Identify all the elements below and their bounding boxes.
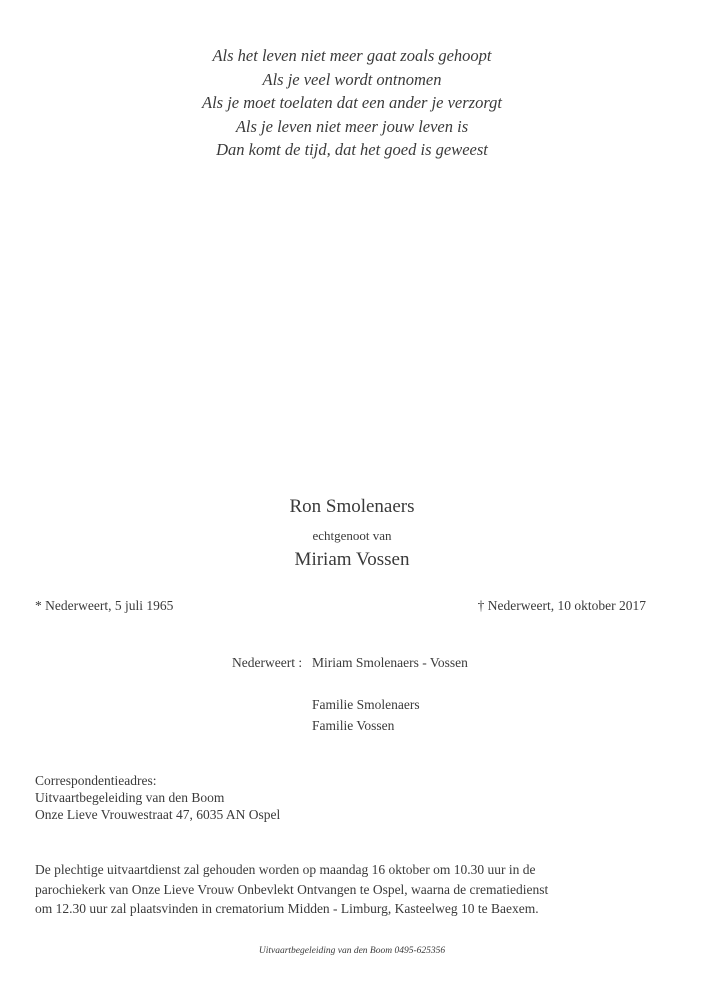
spouse-name: Miriam Vossen: [294, 549, 410, 570]
poem-line: Als je moet toelaten dat een ander je verzorgt: [202, 93, 502, 112]
poem-line: Als je veel wordt ontnomen: [262, 69, 442, 89]
poem-line: Als het leven niet meer gaat zoals gehoopt: [212, 46, 492, 65]
footer-text: Uitvaartbegeleiding van den Boom 0495-625356: [258, 946, 446, 956]
mourner-place: Nederweert :: [232, 655, 303, 670]
family-item: Familie Vossen: [312, 718, 395, 733]
family-item: Familie Smolenaers: [312, 697, 420, 712]
correspondence-name: Uitvaartbegeleiding van den Boom: [35, 790, 225, 805]
correspondence-label: Correspondentieadres:: [35, 773, 157, 788]
correspondence-street: Onze Lieve Vrouwestraat 47, 6035 AN Ospel: [35, 807, 281, 822]
deceased-name: Ron Smolenaers: [289, 496, 415, 517]
poem: [0, 44, 704, 162]
correspondence-address: [35, 772, 280, 823]
death-info: † Nederweert, 10 oktober 2017: [477, 598, 646, 613]
poem-line: Als je leven niet meer jouw leven is: [235, 116, 469, 136]
service-line: parochiekerk van Onze Lieve Vrouw Onbevlekt Ontvangen te Ospel, waarna de crematiedienst: [35, 881, 549, 897]
service-line: om 12.30 uur zal plaatsvinden in crematorium Midden - Limburg, Kasteelweg 10 te Baexem.: [35, 901, 539, 916]
poem-line: Dan komt de tijd, dat het goed is geweest: [216, 140, 488, 159]
mourner-person: Miriam Smolenaers - Vossen: [312, 655, 468, 670]
service-line: De plechtige uitvaartdienst zal gehouden worden op maandag 16 oktober om 10.30 uur in de: [35, 862, 536, 877]
birth-info: * Nederweert, 5 juli 1965: [35, 598, 174, 613]
families-list: [312, 694, 420, 736]
service-announcement: [35, 860, 675, 919]
relation-text: echtgenoot van: [312, 528, 392, 543]
